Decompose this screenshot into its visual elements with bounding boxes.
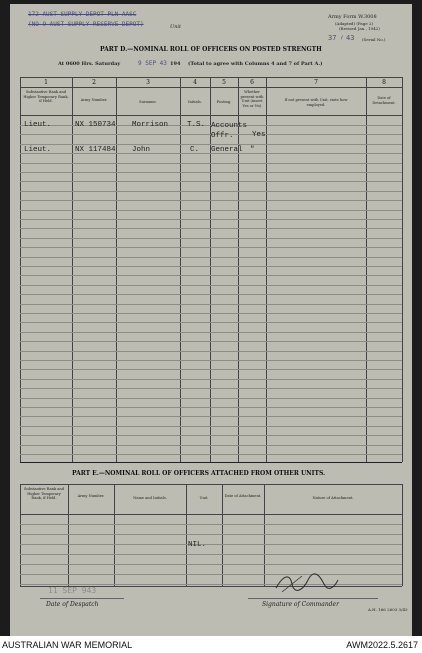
col-num-2: 2 — [92, 79, 96, 86]
ruled-line — [20, 304, 402, 305]
archive-footer — [0, 636, 422, 653]
form-title: Army Form W.3008 — [328, 14, 377, 20]
ruled-line — [20, 191, 402, 192]
ruled-line — [20, 172, 402, 173]
e-col-divider-4 — [222, 484, 223, 586]
part-d-year: 194 — [170, 61, 181, 67]
col-head-present: Whether present with Unit (insert Yes or No) — [240, 90, 264, 108]
col-num-1: 1 — [44, 79, 48, 86]
row-2-posting: General — [211, 146, 243, 154]
ruled-line — [20, 416, 402, 417]
ruled-line — [20, 435, 402, 436]
serial-year: 43 — [346, 34, 355, 42]
row-1-posting: Accounts Offr. — [211, 122, 248, 140]
ruled-line — [20, 219, 402, 220]
e-col-divider-3 — [186, 484, 187, 586]
col-head-posting: Posting. — [216, 100, 232, 104]
col-num-6: 6 — [250, 79, 254, 86]
commander-label: Signature of Commander — [262, 601, 339, 608]
ruled-line — [20, 388, 402, 389]
col-num-3: 3 — [146, 79, 150, 86]
e-head-rank: Substantive Rank and Higher Temporary Rank, if Held. — [23, 487, 65, 500]
row-2-present: " — [250, 146, 255, 154]
e-head-unit: Unit. — [199, 496, 209, 500]
table-top-border — [20, 77, 402, 78]
ruled-line — [20, 554, 402, 555]
ruled-line — [20, 544, 402, 545]
footer-accession: AWM2022.5.2617 — [346, 640, 418, 650]
header-bottom-border — [20, 115, 402, 116]
col-num-5: 5 — [222, 79, 226, 86]
part-d-title: PART D.—NOMINAL ROLL OF OFFICERS ON POSTED STRENGTH — [100, 46, 322, 53]
col-head-detachment: Date of Detachment. — [372, 96, 396, 105]
part-d-bottom-border — [20, 462, 402, 463]
ruled-line — [20, 210, 402, 211]
ruled-line — [20, 228, 402, 229]
e-col-divider-5 — [264, 484, 265, 586]
ruled-line — [20, 524, 402, 525]
despatch-date-stamp: 11 SEP 943 — [48, 586, 97, 595]
e-head-army-number: Army Number. — [77, 494, 105, 498]
serial-number: 37 — [328, 34, 337, 42]
row-1-number: NX 150734 — [75, 121, 116, 129]
ruled-line — [20, 247, 402, 248]
despatch-label: Date of Despatch — [46, 601, 99, 608]
e-col-divider-2 — [114, 484, 115, 586]
footer-institution: AUSTRALIAN WAR MEMORIAL — [2, 640, 133, 650]
ruled-line — [20, 407, 402, 408]
ruled-line — [20, 322, 402, 323]
unit-stamp-line2: (NO 9 AUST SUPPLY RESERVE DEPOT) — [28, 21, 144, 28]
e-head-nature: Nature of Attachment. — [312, 496, 354, 500]
ruled-line — [20, 144, 402, 145]
col-head-rank: Substantive Rank and Higher Temporary Rank, if Held. — [23, 90, 69, 103]
ruled-line — [20, 574, 402, 575]
ruled-line — [20, 313, 402, 314]
form-adapted: (Adapted) (Page 2) — [335, 21, 374, 26]
e-head-name: Name and Initials. — [133, 496, 167, 500]
ruled-line — [20, 351, 402, 352]
e-col-divider-1 — [68, 484, 69, 586]
ruled-line — [20, 275, 402, 276]
form-revised: (Revised Jan., 1942) — [339, 26, 380, 31]
serial-label: (Serial No.) — [362, 37, 386, 42]
part-e-top-border — [20, 484, 402, 485]
ruled-line — [20, 181, 402, 182]
ruled-line — [20, 266, 402, 267]
unit-stamp-line1: 172 AUST SUPPLY DEPOT PLN AASC — [28, 11, 137, 18]
ruled-line — [20, 564, 402, 565]
ruled-line — [20, 285, 402, 286]
e-col-right-border — [402, 484, 403, 586]
e-col-left-border — [20, 484, 21, 586]
ruled-line — [20, 445, 402, 446]
col-head-army-number: Army Number. — [80, 98, 108, 102]
col-num-8: 8 — [382, 79, 386, 86]
ruled-line — [20, 360, 402, 361]
ruled-line — [20, 200, 402, 201]
row-2-number: NX 117484 — [75, 146, 116, 154]
part-d-total-note: (Total to agree with Columns 4 and 7 of Part A.) — [188, 61, 323, 67]
ruled-line — [20, 369, 402, 370]
ruled-line — [20, 332, 402, 333]
row-1-present: Yes — [252, 131, 266, 139]
col-num-4: 4 — [193, 79, 197, 86]
ruled-line — [20, 294, 402, 295]
ruled-line — [20, 584, 402, 585]
row-2-surname: John — [132, 146, 151, 154]
col-num-7: 7 — [314, 79, 318, 86]
row-1-surname: Morrison — [132, 121, 169, 129]
e-head-attachment-date: Date of Attachment. — [224, 494, 262, 498]
row-1-initials: T.S. — [187, 121, 206, 129]
part-e-title: PART E.—NOMINAL ROLL OF OFFICERS ATTACHED FROM OTHER UNITS. — [72, 470, 326, 477]
ruled-line — [20, 341, 402, 342]
row-2-rank: Lieut. — [24, 146, 52, 154]
ruled-line — [20, 163, 402, 164]
form-sheet — [10, 4, 412, 636]
despatch-line — [40, 598, 124, 599]
ruled-line — [20, 238, 402, 239]
ruled-line — [20, 257, 402, 258]
part-e-nil: NIL. — [188, 541, 207, 549]
col-head-employed: If not present with Unit, state how employed. — [284, 98, 348, 107]
col-head-surname: Surname. — [139, 100, 157, 104]
col-right-border — [402, 77, 403, 462]
commander-signature — [272, 570, 342, 596]
ruled-line — [20, 379, 402, 380]
row-2-initials: C. — [190, 146, 200, 154]
ruled-line — [20, 426, 402, 427]
signature-line — [248, 598, 378, 599]
row-1-rank: Lieut. — [24, 121, 52, 129]
part-d-date-stamp: 9 SEP 43 — [138, 60, 167, 67]
part-e-header-bottom — [20, 514, 402, 515]
ruled-line — [20, 454, 402, 455]
unit-label: Unit — [170, 24, 182, 30]
printer-code: A.H. 166 2603 3/43 — [368, 607, 408, 612]
column-number-border — [20, 87, 402, 88]
ruled-line — [20, 534, 402, 535]
serial-slash: / — [341, 35, 343, 41]
part-d-at-prefix: At 0600 Hrs. Saturday — [58, 61, 121, 67]
ruled-line — [20, 398, 402, 399]
col-head-initials: Initials. — [188, 100, 202, 104]
